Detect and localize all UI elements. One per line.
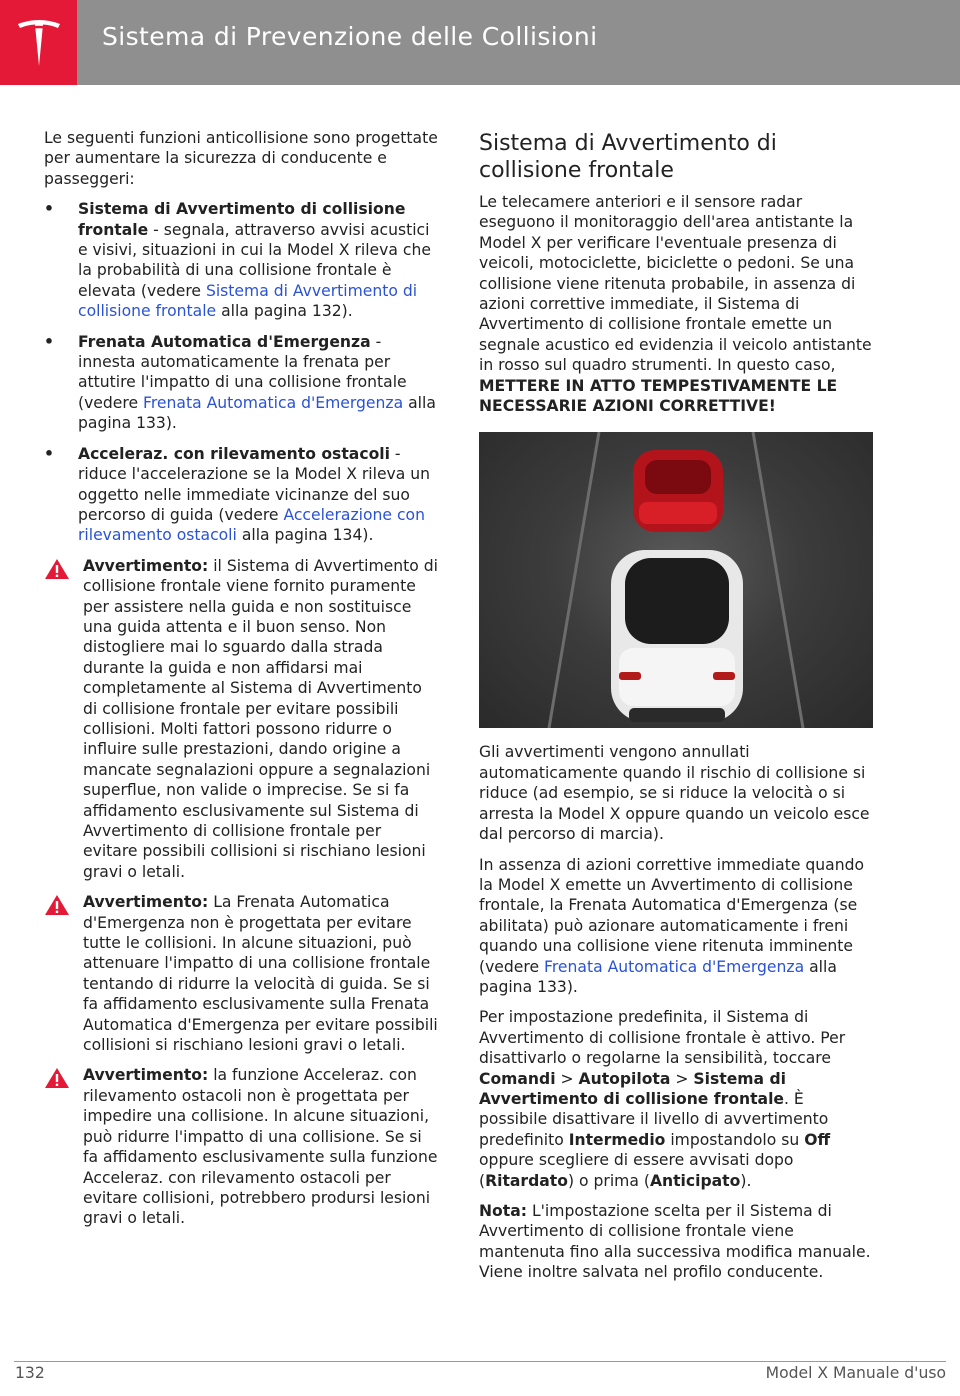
warning-label: Avvertimento:	[83, 556, 209, 575]
warning-label: Avvertimento:	[83, 1066, 209, 1085]
separator: >	[670, 1069, 694, 1088]
bullet-icon: •	[44, 444, 54, 463]
ui-term: Anticipato	[649, 1171, 741, 1190]
ui-term: Ritardato	[485, 1171, 568, 1190]
note-text: L'impostazione scelta per il Sistema di Avvertimento di collisione frontale viene mantenuta fino alla successiva modifica manuale. Viene inoltre salvata nel profilo conducente.	[479, 1202, 871, 1282]
section-heading: Sistema di Avvertimento di collisione frontale	[479, 131, 777, 183]
list-item	[44, 332, 439, 434]
emphasis-text: METTERE IN ATTO TEMPESTIVAMENTE LE NECESSARIE AZIONI CORRETTIVE!	[479, 376, 838, 416]
manual-title: Model X Manuale d'uso	[765, 1364, 946, 1382]
list-item	[44, 444, 439, 546]
page-reference: alla pagina 133).	[479, 957, 837, 996]
aeb-link[interactable]: Frenata Automatica d'Emergenza	[544, 957, 805, 976]
warning-triangle-icon	[44, 558, 70, 580]
feature-name: Acceleraz. con rilevamento ostacoli	[78, 444, 390, 463]
feature-link[interactable]: Frenata Automatica d'Emergenza	[143, 393, 404, 412]
warning-triangle-icon	[44, 1067, 70, 1089]
paragraph-text: ).	[740, 1171, 752, 1190]
warning-text: La Frenata Automatica d'Emergenza non è progettata per evitare tutte le collisioni. In alcune situazioni, può attenuare l'impatto di una collisione frontale tentando di ridurre la velocità di guida. Se si fa affidamento esclusivamente sulla Frenata Automatica d'Emergenza per evitare possibili collisioni si rischiano lesioni gravi o letali.	[83, 893, 438, 1055]
warning-triangle-icon	[44, 894, 70, 916]
intro-text: Le seguenti funzioni anticollisione sono progettate per aumentare la sicurezza di conducente e passeggeri:	[44, 129, 438, 188]
ui-term: Off	[804, 1130, 831, 1149]
page-reference: alla pagina 132).	[216, 302, 353, 321]
white-car-icon	[611, 550, 743, 722]
warning-block	[44, 892, 439, 1055]
paragraph-text: impostandolo su	[665, 1130, 805, 1149]
tesla-logo	[0, 0, 77, 85]
warning-block	[44, 1065, 439, 1228]
feature-description: - innesta automaticamente la frenata per attutire l'impatto di una collisione frontale (vedere	[78, 332, 407, 412]
paragraph-text: Le telecamere anteriori e il sensore radar eseguono il monitoraggio dell'area antistante la Model X per verificare l'eventuale presenza di veicoli, motociclette, biciclette o pedoni. Se una collisione viene ritenuta probabile, in assenza di azioni correttive immediate, il Sistema di Avvertimento di collisione frontale emette un segnale acustico ed evidenzia il veicolo antistante in rosso sul quadro strumenti. In questo caso,	[479, 193, 872, 375]
car-illustration	[479, 432, 873, 728]
feature-description: - riduce l'accelerazione se la Model X rileva un oggetto nelle immediate vicinanze del suo percorso di guida (vedere	[78, 444, 431, 524]
ui-term: Comandi	[479, 1069, 556, 1088]
ui-term: Autopilota	[578, 1069, 671, 1088]
page-reference: alla pagina 133).	[78, 393, 436, 433]
page-title: Sistema di Prevenzione delle Collisioni	[102, 22, 598, 51]
ui-term: Sistema di Avvertimento di collisione frontale	[479, 1069, 787, 1108]
paragraph-text: In assenza di azioni correttive immediate quando la Model X emette un Avvertimento di collisione frontale, la Frenata Automatica d'Emergenza (se abilitata) può azionare automaticamente i freni quando una collisione viene ritenuta imminente (vedere	[479, 855, 865, 976]
paragraph-text: . È possibile disattivare il livello di avvertimento predefinito	[479, 1089, 829, 1149]
paragraph	[479, 855, 874, 998]
note-label: Nota:	[479, 1202, 527, 1220]
separator: >	[555, 1069, 579, 1088]
feature-name: Sistema di Avvertimento di collisione frontale	[78, 200, 406, 239]
feature-name: Frenata Automatica d'Emergenza	[78, 332, 371, 351]
paragraph	[479, 1007, 874, 1191]
tesla-logo-icon	[16, 18, 62, 68]
left-column	[44, 128, 439, 1239]
paragraph	[479, 192, 874, 416]
page-header	[0, 0, 960, 85]
feature-list	[44, 199, 439, 546]
page-reference: alla pagina 134).	[236, 526, 374, 545]
feature-link[interactable]: Accelerazione con rilevamento ostacoli	[78, 505, 425, 545]
note	[479, 1201, 874, 1283]
right-column	[479, 130, 874, 1293]
page-number: 132	[15, 1364, 45, 1382]
paragraph: Gli avvertimenti vengono annullati automaticamente quando il rischio di collisione si riduce (ad esempio, se si riduce la velocità o si arresta la Model X oppure quando un veicolo esce dal percorso di marcia).	[479, 743, 870, 844]
feature-description: - segnala, attraverso avvisi acustici e visivi, situazioni in cui la Model X rileva che la probabilità di una collisione frontale è elevata (vedere	[78, 220, 431, 300]
collision-warning-image	[479, 432, 873, 728]
warning-text: la funzione Acceleraz. con rilevamento ostacoli non è progettata per impedire una collisione. In alcune situazioni, può ridurre l'impatto di una collisione. Se si fa affidamento esclusivamente sulla funzione Acceleraz. con rilevamento ostacoli per evitare collisioni, potrebbero prodursi lesioni gravi o letali.	[83, 1066, 438, 1228]
ui-term: Intermedio	[568, 1130, 666, 1149]
bullet-icon: •	[44, 332, 54, 351]
paragraph-text: ) o prima (	[567, 1171, 650, 1190]
feature-link[interactable]: Sistema di Avvertimento di collisione frontale	[78, 281, 418, 321]
paragraph-text: oppure scegliere di essere avvisati dopo (	[479, 1151, 794, 1190]
paragraph-text: Per impostazione predefinita, il Sistema di Avvertimento di collisione frontale è attivo. Per disattivarlo o regolarne la sensibilità, toccare	[479, 1008, 846, 1068]
warning-label: Avvertimento:	[83, 893, 209, 912]
warning-block	[44, 556, 439, 883]
red-car-icon	[633, 450, 723, 532]
warning-text: il Sistema di Avvertimento di collisione frontale viene fornito puramente per assistere nella guida e non sostituisce una guida attenta e il buon senso. Non distogliere mai lo sguardo dalla strada durante la guida e non affidarsi mai completamente al Sistema di Avvertimento di collisione frontale per evitare possibili collisioni. Molti fattori possono ridurre o influire sulle prestazioni, dando origine a mancate segnalazioni oppure a segnalazioni superflue, non valide o imprecise. Se si fa affidamento esclusivamente sul Sistema di Avvertimento di collisione frontale per evitare possibili collisioni si rischiano lesioni gravi o letali.	[83, 556, 438, 881]
list-item	[44, 199, 439, 321]
footer-divider	[14, 1361, 946, 1362]
bullet-icon: •	[44, 200, 54, 219]
